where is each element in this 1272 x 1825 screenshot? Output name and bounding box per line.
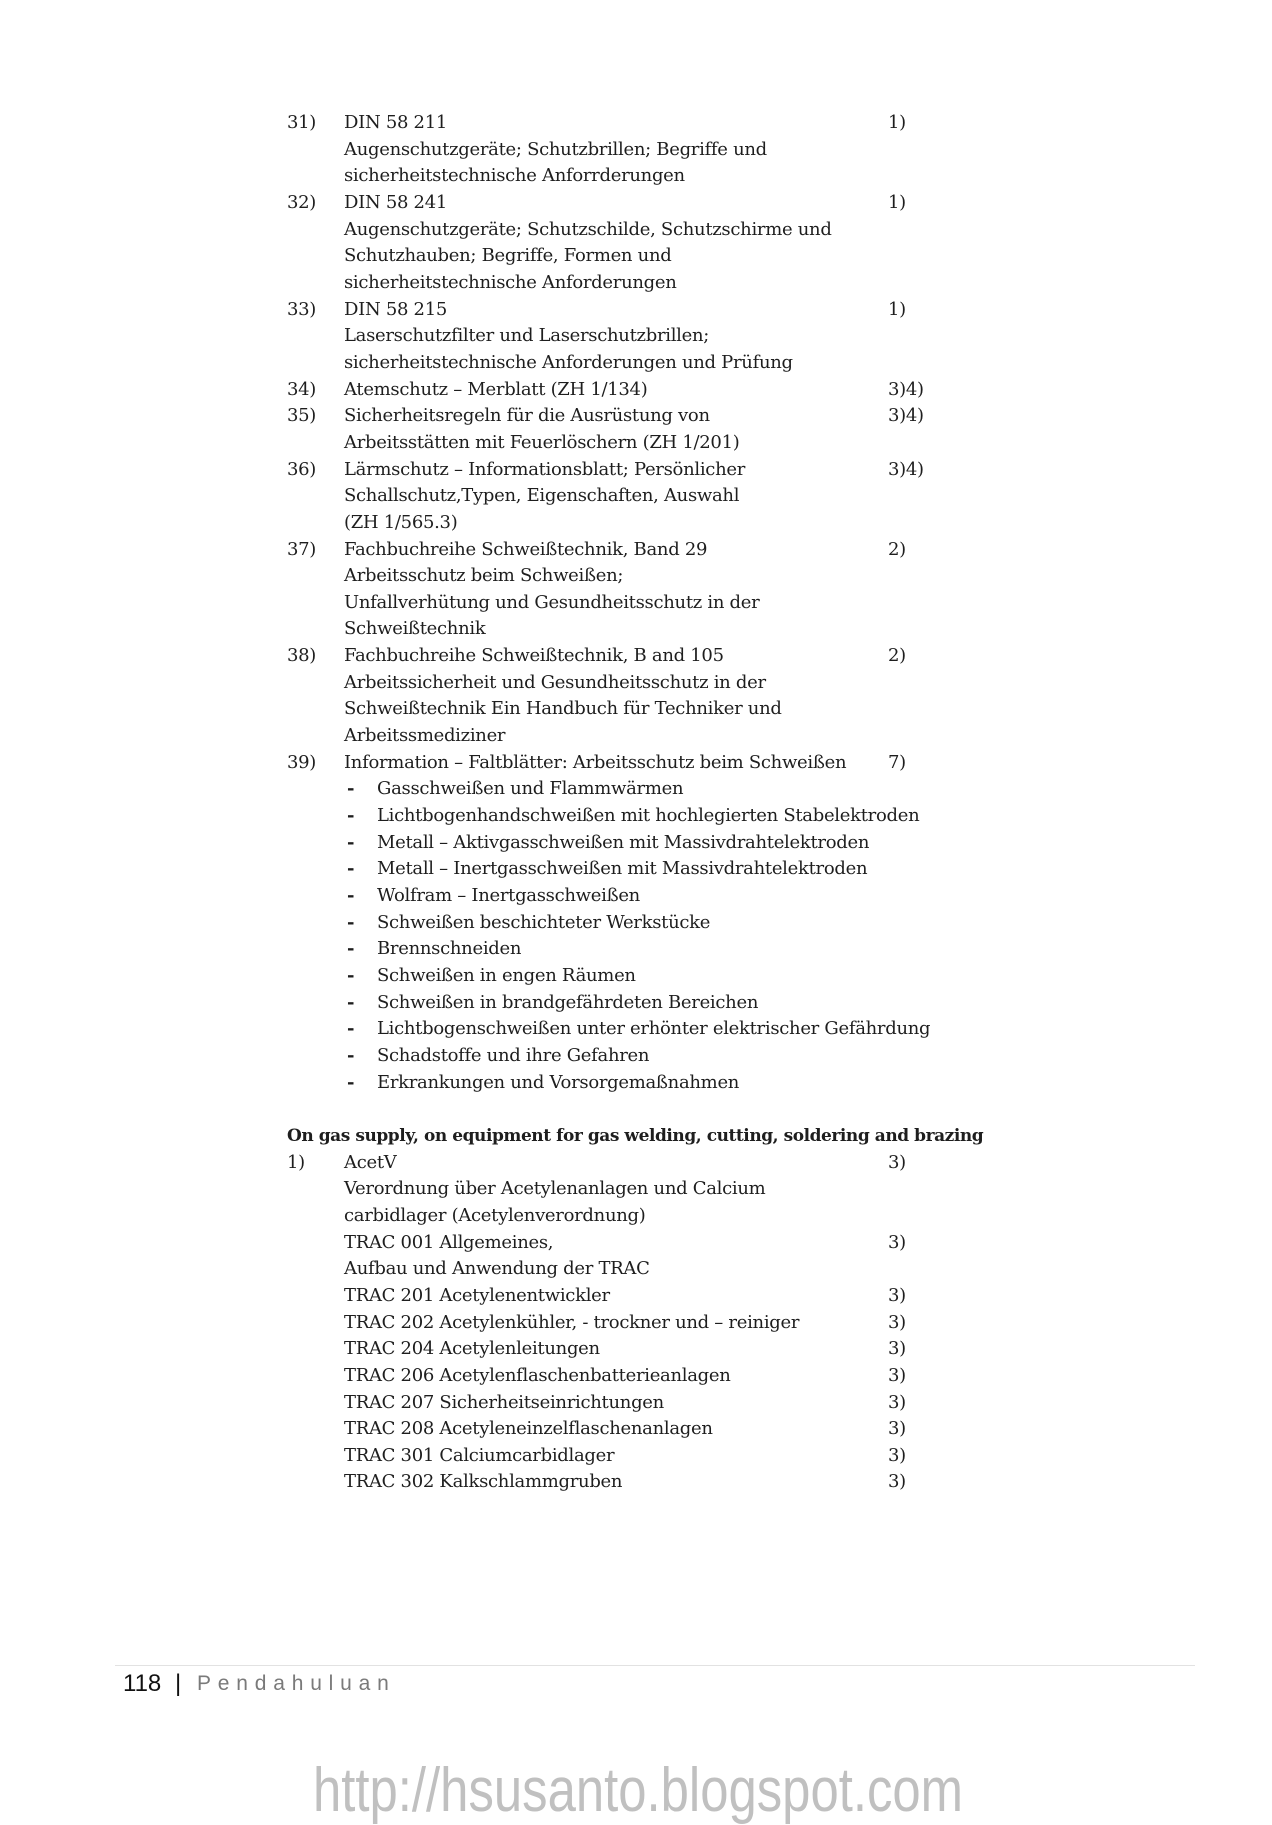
bullet-text: Wolfram – Inertgasschweißen bbox=[377, 885, 640, 907]
bullet-item bbox=[0, 936, 1272, 963]
bullet-item bbox=[0, 776, 1272, 803]
bullet-text: Schweißen in brandgefährdeten Bereichen bbox=[377, 991, 759, 1013]
reference-line bbox=[0, 696, 1272, 723]
bullet-item bbox=[0, 963, 1272, 990]
reference-line bbox=[0, 270, 1272, 297]
item-text: Arbeitssmediziner bbox=[344, 725, 506, 747]
item-text: Augenschutzgeräte; Schutzschilde, Schutzschirme und bbox=[344, 218, 832, 240]
reference-line bbox=[0, 510, 1272, 537]
reference-list bbox=[0, 110, 1272, 1496]
item-text: sicherheitstechnische Anforderungen und Prüfung bbox=[344, 351, 793, 373]
reference-code: 1) bbox=[888, 191, 906, 213]
reference-code: 3) bbox=[888, 1338, 906, 1360]
reference-item bbox=[0, 537, 1272, 564]
reference-code: 7) bbox=[888, 751, 906, 773]
reference-line bbox=[0, 1256, 1272, 1283]
reference-code: 1) bbox=[888, 112, 906, 133]
item-number: 39) bbox=[287, 751, 317, 773]
bullet-text: Metall – Aktivgasschweißen mit Massivdrahtelektroden bbox=[377, 831, 870, 853]
bullet-dash: - bbox=[347, 885, 355, 907]
bullet-text: Schweißen in engen Räumen bbox=[377, 965, 636, 986]
reference-item bbox=[0, 457, 1272, 484]
item-text: Arbeitsstätten mit Feuerlöschern (ZH 1/201) bbox=[344, 431, 740, 453]
reference-line bbox=[0, 323, 1272, 350]
reference-code: 3) bbox=[888, 1418, 906, 1440]
reference-line bbox=[0, 1310, 1272, 1337]
reference-item bbox=[0, 643, 1272, 670]
item-text: Schutzhauben; Begriffe, Formen und bbox=[344, 245, 672, 267]
reference-line bbox=[0, 430, 1272, 457]
chapter-title: Pendahuluan bbox=[197, 1672, 396, 1695]
item-number: 36) bbox=[287, 458, 317, 480]
bullet-text: Gasschweißen und Flammwärmen bbox=[377, 778, 684, 800]
watermark-url: http://hsusanto.blogspot.com bbox=[313, 1756, 964, 1825]
item-text: Laserschutzfilter und Laserschutzbrillen; bbox=[344, 325, 710, 347]
reference-item bbox=[0, 403, 1272, 430]
page-number: 118 bbox=[123, 1670, 162, 1697]
reference-code: 3)4) bbox=[888, 458, 924, 480]
reference-code: 2) bbox=[888, 645, 906, 667]
item-text: Aufbau und Anwendung der TRAC bbox=[344, 1258, 650, 1280]
item-text: DIN 58 241 bbox=[344, 191, 447, 213]
bullet-item bbox=[0, 1043, 1272, 1070]
reference-line bbox=[0, 243, 1272, 270]
section-spacer bbox=[0, 1096, 1272, 1123]
item-text: TRAC 208 Acetyleneinzelflaschenanlagen bbox=[344, 1418, 713, 1440]
item-text: (ZH 1/565.3) bbox=[344, 511, 458, 533]
reference-line bbox=[0, 1283, 1272, 1310]
item-text: TRAC 207 Sicherheitseinrichtungen bbox=[344, 1391, 664, 1413]
bullet-dash: - bbox=[347, 1071, 355, 1093]
item-text: Schweißtechnik Ein Handbuch für Techniker und bbox=[344, 698, 782, 720]
item-text: TRAC 001 Allgemeines, bbox=[344, 1231, 554, 1253]
bullet-dash: - bbox=[347, 938, 355, 960]
bullet-item bbox=[0, 856, 1272, 883]
reference-line bbox=[0, 670, 1272, 697]
reference-item bbox=[0, 1150, 1272, 1177]
item-number: 31) bbox=[287, 112, 317, 133]
reference-line bbox=[0, 590, 1272, 617]
reference-line bbox=[0, 616, 1272, 643]
bullet-text: Erkrankungen und Vorsorgemaßnahmen bbox=[377, 1071, 740, 1093]
reference-code: 1) bbox=[888, 298, 906, 320]
item-text: TRAC 206 Acetylenflaschenbatterieanlagen bbox=[344, 1364, 731, 1386]
reference-line bbox=[0, 723, 1272, 750]
bullet-item bbox=[0, 1016, 1272, 1043]
reference-line bbox=[0, 137, 1272, 164]
section-heading bbox=[0, 1123, 1272, 1150]
reference-line bbox=[0, 1336, 1272, 1363]
item-text: sicherheitstechnische Anforderungen bbox=[344, 271, 677, 293]
reference-line bbox=[0, 563, 1272, 590]
bullet-dash: - bbox=[347, 778, 355, 800]
footer-separator: | bbox=[175, 1670, 182, 1697]
item-number: 1) bbox=[287, 1151, 305, 1173]
bullet-item bbox=[0, 883, 1272, 910]
reference-item bbox=[0, 297, 1272, 324]
reference-line bbox=[0, 1469, 1272, 1496]
bullet-text: Schweißen beschichteter Werkstücke bbox=[377, 911, 711, 933]
reference-line bbox=[0, 1390, 1272, 1417]
bullet-dash: - bbox=[347, 965, 355, 986]
item-text: TRAC 302 Kalkschlammgruben bbox=[344, 1471, 623, 1493]
reference-line bbox=[0, 217, 1272, 244]
reference-code: 3) bbox=[888, 1391, 906, 1413]
item-text: Information – Faltblätter: Arbeitsschutz beim Schweißen bbox=[344, 751, 847, 773]
reference-code: 2) bbox=[888, 538, 906, 560]
reference-code: 3) bbox=[888, 1364, 906, 1386]
reference-line bbox=[0, 1203, 1272, 1230]
reference-line bbox=[0, 1363, 1272, 1390]
reference-code: 3) bbox=[888, 1231, 906, 1253]
item-text: Schweißtechnik bbox=[344, 618, 486, 640]
item-number: 34) bbox=[287, 378, 317, 400]
bullet-dash: - bbox=[347, 911, 355, 933]
item-text: TRAC 301 Calciumcarbidlager bbox=[344, 1444, 615, 1466]
bullet-text: Lichtbogenschweißen unter erhönter elektrischer Gefährdung bbox=[377, 1018, 931, 1040]
bullet-text: Lichtbogenhandschweißen mit hochlegierten Stabelektroden bbox=[377, 805, 920, 827]
bullet-dash: - bbox=[347, 991, 355, 1013]
item-text: Verordnung über Acetylenanlagen und Calcium bbox=[344, 1178, 766, 1200]
bullet-text: Brennschneiden bbox=[377, 938, 522, 960]
item-number: 37) bbox=[287, 538, 317, 560]
item-text: Unfallverhütung und Gesundheitsschutz in der bbox=[344, 591, 760, 613]
bullet-dash: - bbox=[347, 805, 355, 827]
item-text: Arbeitssicherheit und Gesundheitsschutz in der bbox=[344, 671, 766, 693]
reference-line bbox=[0, 1443, 1272, 1470]
footer-divider bbox=[115, 1665, 1195, 1666]
item-text: sicherheitstechnische Anforrderungen bbox=[344, 165, 685, 187]
reference-item bbox=[0, 750, 1272, 777]
reference-code: 3)4) bbox=[888, 405, 924, 427]
reference-code: 3) bbox=[888, 1311, 906, 1333]
bullet-text: Schadstoffe und ihre Gefahren bbox=[377, 1044, 650, 1066]
bullet-item bbox=[0, 830, 1272, 857]
bullet-item bbox=[0, 803, 1272, 830]
bullet-item bbox=[0, 910, 1272, 937]
reference-line bbox=[0, 1176, 1272, 1203]
section-heading-text: On gas supply, on equipment for gas welding, cutting, soldering and brazing bbox=[287, 1125, 984, 1146]
item-number: 33) bbox=[287, 298, 317, 320]
item-text: TRAC 204 Acetylenleitungen bbox=[344, 1338, 600, 1360]
bullet-text: Metall – Inertgasschweißen mit Massivdrahtelektroden bbox=[377, 858, 868, 880]
bullet-dash: - bbox=[347, 831, 355, 853]
item-text: Augenschutzgeräte; Schutzbrillen; Begriffe und bbox=[344, 138, 767, 160]
item-text: DIN 58 211 bbox=[344, 112, 447, 133]
item-text: Atemschutz – Merblatt (ZH 1/134) bbox=[344, 378, 648, 400]
item-text: Arbeitsschutz beim Schweißen; bbox=[344, 565, 624, 587]
item-text: Lärmschutz – Informationsblatt; Persönlicher bbox=[344, 458, 746, 480]
bullet-dash: - bbox=[347, 1044, 355, 1066]
reference-item bbox=[0, 190, 1272, 217]
reference-item bbox=[0, 377, 1272, 404]
item-text: AcetV bbox=[344, 1151, 397, 1173]
item-number: 35) bbox=[287, 405, 317, 427]
reference-line bbox=[0, 163, 1272, 190]
item-text: TRAC 202 Acetylenkühler, - trockner und – reiniger bbox=[344, 1311, 800, 1333]
item-text: carbidlager (Acetylenverordnung) bbox=[344, 1204, 646, 1226]
reference-item bbox=[0, 110, 1272, 137]
item-text: TRAC 201 Acetylenentwickler bbox=[344, 1284, 610, 1306]
reference-line bbox=[0, 1230, 1272, 1257]
bullet-item bbox=[0, 1070, 1272, 1097]
item-number: 32) bbox=[287, 191, 317, 213]
item-text: Schallschutz,Typen, Eigenschaften, Auswahl bbox=[344, 485, 740, 507]
bullet-item bbox=[0, 990, 1272, 1017]
bullet-dash: - bbox=[347, 858, 355, 880]
reference-code: 3) bbox=[888, 1444, 906, 1466]
item-text: Sicherheitsregeln für die Ausrüstung von bbox=[344, 405, 710, 427]
reference-line bbox=[0, 350, 1272, 377]
reference-line bbox=[0, 1416, 1272, 1443]
item-text: DIN 58 215 bbox=[344, 298, 447, 320]
reference-code: 3) bbox=[888, 1471, 906, 1493]
item-text: Fachbuchreihe Schweißtechnik, B and 105 bbox=[344, 645, 724, 667]
item-number: 38) bbox=[287, 645, 317, 667]
item-text: Fachbuchreihe Schweißtechnik, Band 29 bbox=[344, 538, 708, 560]
bullet-dash: - bbox=[347, 1018, 355, 1040]
reference-code: 3) bbox=[888, 1151, 906, 1173]
reference-code: 3) bbox=[888, 1284, 906, 1306]
reference-code: 3)4) bbox=[888, 378, 924, 400]
reference-line bbox=[0, 483, 1272, 510]
